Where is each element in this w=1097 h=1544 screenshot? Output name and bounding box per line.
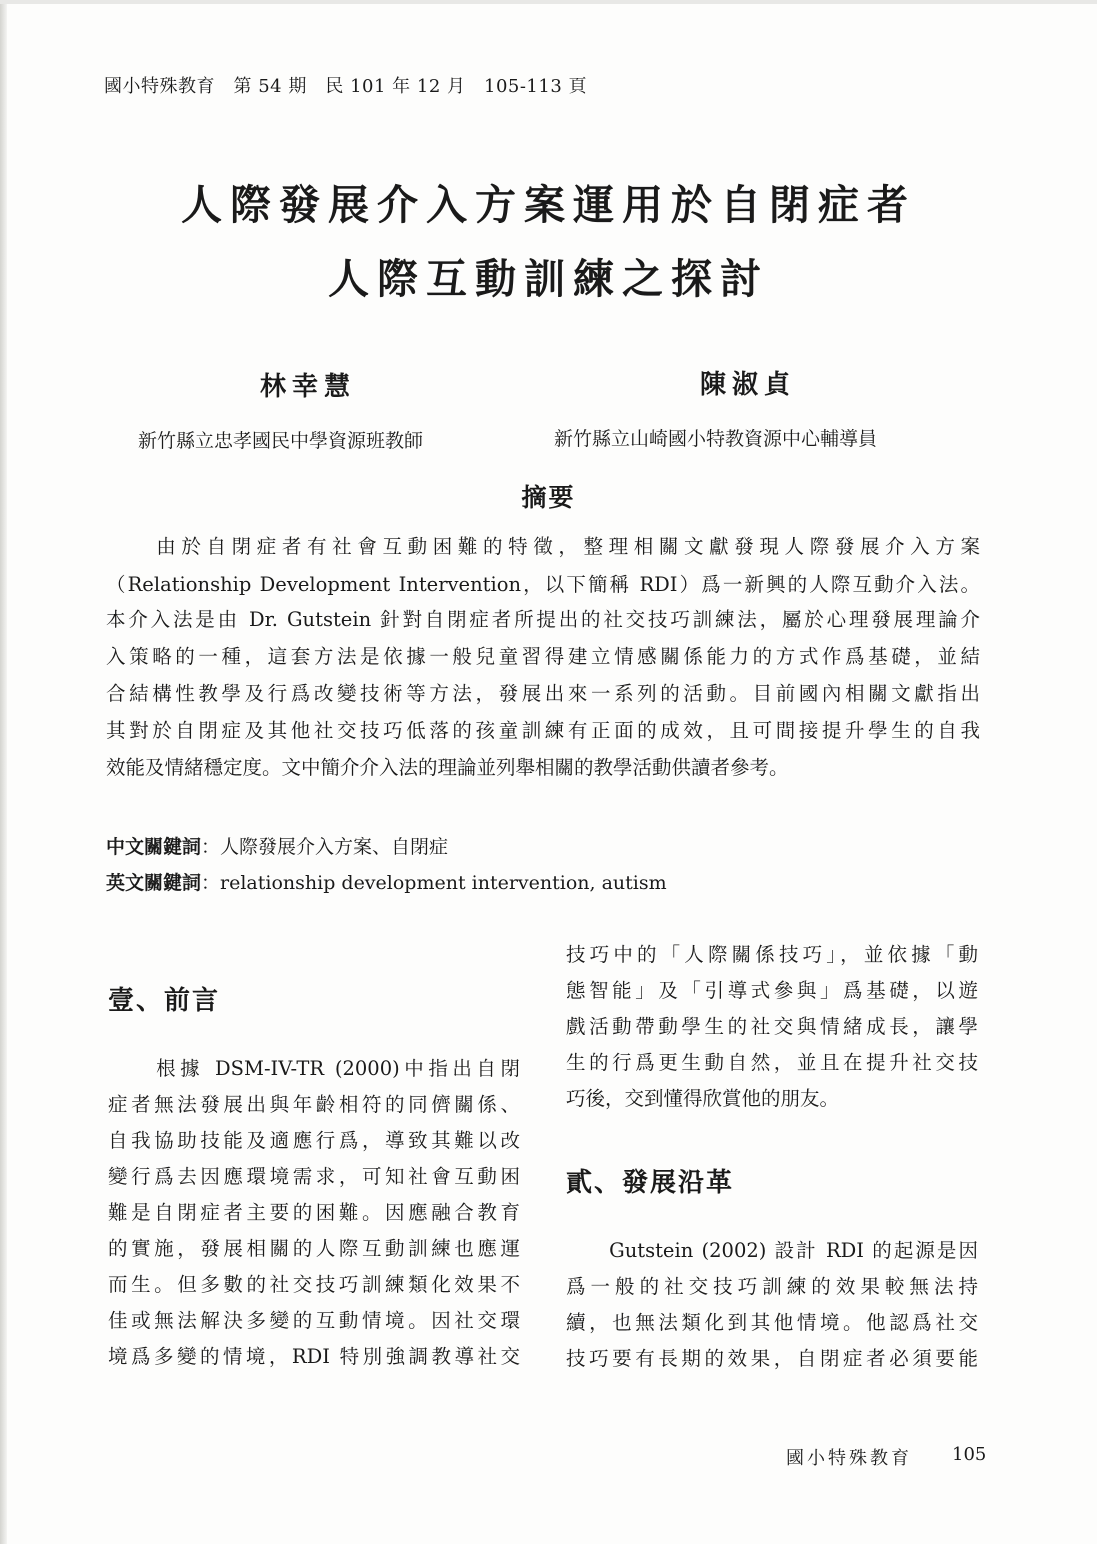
abstract-line: 本介入法是由 Dr. Gutstein 針對自閉症者所提出的社交技巧訓練法，屬於心理發展理論介 bbox=[106, 608, 980, 631]
abstract-line: 由於自閉症者有社會互動困難的特徵，整理相關文獻發現人際發展介入方案 bbox=[106, 535, 980, 558]
scan-edge bbox=[0, 0, 7, 1544]
body-line: 變行爲去因應環境需求，可知社會互動困 bbox=[108, 1165, 520, 1188]
body-line: 而生。但多數的社交技巧訓練類化效果不 bbox=[108, 1273, 520, 1296]
body-line: 技巧要有長期的效果，自閉症者必須要能 bbox=[566, 1347, 978, 1370]
keywords-chinese bbox=[106, 832, 448, 859]
article-title-line-1: 人際發展介入方案運用於自閉症者 bbox=[181, 181, 916, 229]
author-affiliation-2: 新竹縣立山崎國小特教資源中心輔導員 bbox=[554, 428, 878, 450]
body-line: 續，也無法類化到其他情境。他認爲社交 bbox=[566, 1311, 978, 1334]
abstract-line: 合結構性教學及行爲改變技術等方法，發展出來一系列的活動。目前國內相關文獻指出 bbox=[106, 682, 980, 705]
body-line: 生的行爲更生動自然，並且在提升社交技 bbox=[566, 1051, 978, 1074]
footer-page-number: 105 bbox=[952, 1444, 987, 1465]
body-line: 症者無法發展出與年齡相符的同儕關係、 bbox=[108, 1093, 520, 1116]
abstract-line: （Relationship Development Intervention，以下簡稱 RDI）爲一新興的人際互動介入法。 bbox=[106, 573, 980, 596]
abstract-heading: 摘要 bbox=[521, 483, 576, 512]
body-line: 難是自閉症者主要的困難。因應融合教育 bbox=[108, 1201, 520, 1224]
body-line: 巧後，交到懂得欣賞他的朋友。 bbox=[566, 1087, 840, 1110]
body-line: Gutstein (2002) 設計 RDI 的起源是因 bbox=[566, 1239, 978, 1262]
body-line: 自我協助技能及適應行爲，導致其難以改 bbox=[108, 1129, 520, 1152]
body-line: 根據 DSM-IV-TR (2000)中指出自閉 bbox=[108, 1057, 520, 1080]
body-line: 境爲多變的情境，RDI 特別強調教導社交 bbox=[108, 1345, 520, 1368]
author-affiliation-1: 新竹縣立忠孝國民中學資源班教師 bbox=[138, 430, 424, 452]
body-line: 技巧中的「人際關係技巧」，並依據「動 bbox=[566, 943, 978, 966]
section-heading-development: 貳、發展沿革 bbox=[566, 1168, 735, 1198]
body-line: 爲一般的社交技巧訓練的效果較無法持 bbox=[566, 1275, 978, 1298]
footer-journal-name: 國小特殊教育 bbox=[786, 1448, 912, 1469]
author-name-2: 陳淑貞 bbox=[700, 370, 797, 400]
article-title-line-2: 人際互動訓練之探討 bbox=[328, 255, 769, 303]
body-line: 態智能」及「引導式參與」爲基礎，以遊 bbox=[566, 979, 978, 1002]
abstract-line: 入策略的一種，這套方法是依據一般兒童習得建立情感關係能力的方式作爲基礎，並結 bbox=[106, 645, 980, 668]
keywords-chinese-label: 中文關鍵詞 bbox=[106, 836, 202, 858]
abstract-line: 效能及情緒穩定度。文中簡介介入法的理論並列舉相關的教學活動供讀者參考。 bbox=[106, 756, 789, 779]
abstract-line: 其對於自閉症及其他社交技巧低落的孩童訓練有正面的成效，且可間接提升學生的自我 bbox=[106, 719, 980, 742]
body-line: 佳或無法解決多變的互動情境。因社交環 bbox=[108, 1309, 520, 1332]
body-line: 戲活動帶動學生的社交與情緒成長，讓學 bbox=[566, 1015, 978, 1038]
author-name-1: 林幸慧 bbox=[260, 372, 357, 402]
keywords-chinese-value: ：人際發展介入方案、自閉症 bbox=[201, 836, 449, 858]
keywords-english-value: ：relationship development intervention, autism bbox=[201, 872, 667, 894]
scan-edge-top bbox=[0, 0, 1097, 4]
section-heading-introduction: 壹、前言 bbox=[108, 986, 221, 1016]
body-line: 的實施，發展相關的人際互動訓練也應運 bbox=[108, 1237, 520, 1260]
keywords-english bbox=[106, 868, 667, 895]
running-head: 國小特殊教育 第 54 期 民 101 年 12 月 105-113 頁 bbox=[104, 76, 588, 97]
keywords-english-label: 英文關鍵詞 bbox=[106, 872, 202, 894]
